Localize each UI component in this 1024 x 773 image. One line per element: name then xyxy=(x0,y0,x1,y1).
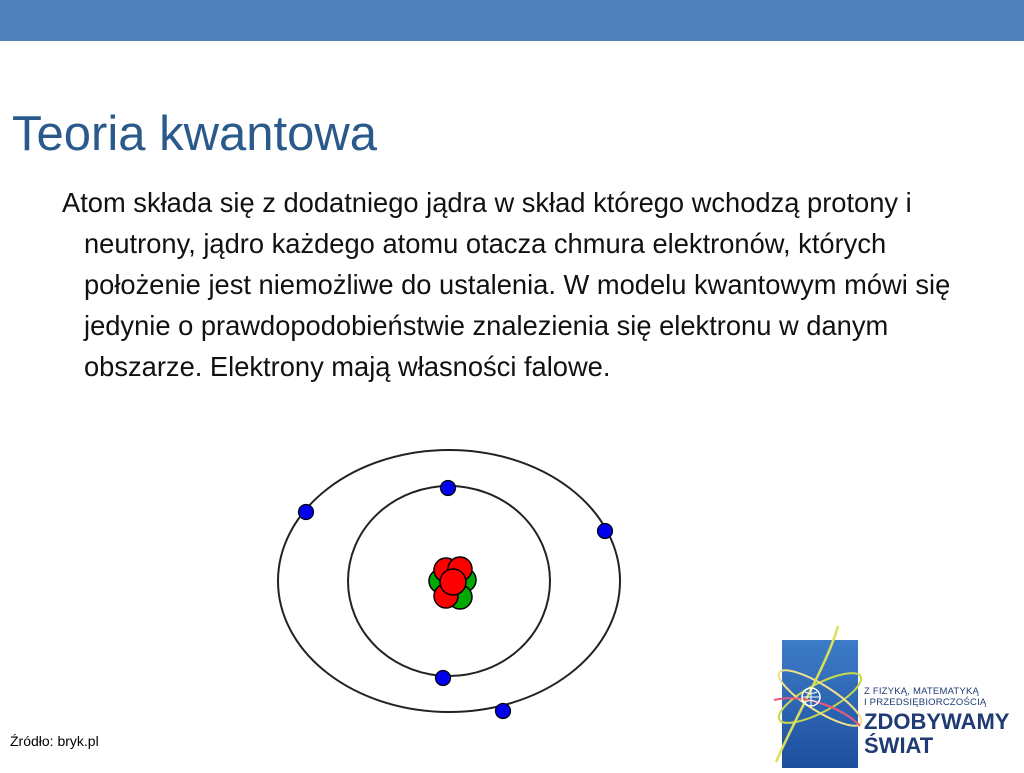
electron xyxy=(441,481,456,496)
electron xyxy=(299,505,314,520)
source-caption: Źródło: bryk.pl xyxy=(10,733,99,749)
slide-body-text: Atom składa się z dodatniego jądra w skład którego wchodzą protony i neutrony, jądro każdego atomu otacza chmura elektronów, których położenie jest niemożliwe do ustalenia. W modelu kwantowym mówi się jedynie o prawdopodobieństwie znalezienia się elektronu w danym obszarze. Elektrony mają własności falowe. xyxy=(62,187,951,382)
logo-name xyxy=(864,710,1009,758)
top-bar xyxy=(0,0,1024,41)
atom-diagram xyxy=(260,440,640,730)
proton xyxy=(440,569,466,595)
electron xyxy=(496,704,511,719)
electron xyxy=(598,524,613,539)
electron xyxy=(436,671,451,686)
logo-name-line1: ZDOBYWAMY xyxy=(864,709,1010,734)
logo-tagline-line1: Z FIZYKĄ, MATEMATYKĄ xyxy=(864,686,980,697)
logo-tagline-line2: I PRZEDSIĘBIORCZOŚCIĄ xyxy=(864,697,987,708)
nucleus xyxy=(429,557,476,609)
logo-name-line2: ŚWIAT xyxy=(864,733,934,758)
slide-title: Teoria kwantowa xyxy=(12,107,377,161)
project-logo xyxy=(768,622,1024,768)
logo-tagline xyxy=(864,686,986,708)
